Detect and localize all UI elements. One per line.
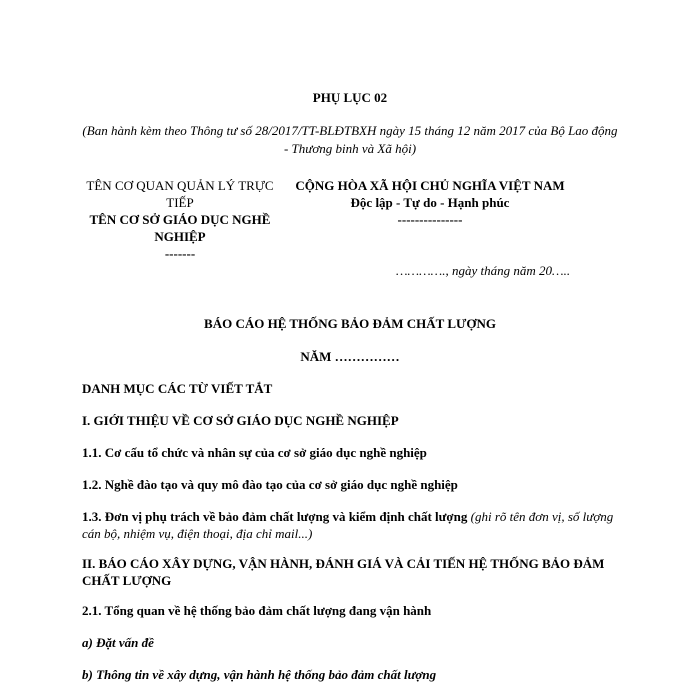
item-1-3 xyxy=(82,508,622,542)
country-name: CỘNG HÒA XÃ HỘI CHỦ NGHĨA VIỆT NAM xyxy=(295,178,565,193)
managing-agency-name: TÊN CƠ QUAN QUẢN LÝ TRỰC TIẾP xyxy=(86,178,274,210)
item-1-3-title: 1.3. Đơn vị phụ trách về bảo đảm chất lượng và kiểm định chất lượng xyxy=(82,509,468,524)
item-a: a) Đặt vấn đề xyxy=(82,635,154,650)
national-motto: Độc lập - Tự do - Hạnh phúc xyxy=(350,195,510,210)
abbreviations-heading: DANH MỤC CÁC TỪ VIẾT TẮT xyxy=(82,381,273,396)
item-1-3-note: (ghi rõ tên đơn vị, số lượng cán bộ, nhiệm vụ, điện thoại, địa chỉ mail...) xyxy=(82,509,614,541)
item-2-1: 2.1. Tổng quan về hệ thống bảo đảm chất lượng đang vận hành xyxy=(82,603,432,618)
issued-note: (Ban hành kèm theo Thông tư số 28/2017/TT-BLĐTBXH ngày 15 tháng 12 năm 2017 của Bộ Lao động - Thương binh và Xã hội) xyxy=(82,123,618,156)
appendix-title: PHỤ LỤC 02 xyxy=(312,90,388,105)
right-header xyxy=(270,177,590,228)
right-header-divider: --------------- xyxy=(397,212,463,227)
report-title: BÁO CÁO HỆ THỐNG BẢO ĐẢM CHẤT LƯỢNG xyxy=(204,316,496,331)
item-1-1: 1.1. Cơ cấu tổ chức và nhân sự của cơ sở giáo dục nghề nghiệp xyxy=(82,445,427,460)
report-year: NĂM …………… xyxy=(300,349,400,364)
left-header-divider: ------- xyxy=(164,246,196,261)
institution-name: TÊN CƠ SỞ GIÁO DỤC NGHỀ NGHIỆP xyxy=(89,212,271,244)
item-1-2: 1.2. Nghề đào tạo và quy mô đào tạo của cơ sở giáo dục nghề nghiệp xyxy=(82,477,458,492)
item-b: b) Thông tin về xây dựng, vận hành hệ thống bảo đảm chất lượng xyxy=(82,667,437,682)
section-2-heading: II. BÁO CÁO XÂY DỰNG, VẬN HÀNH, ĐÁNH GIÁ VÀ CẢI TIẾN HỆ THỐNG BẢO ĐẢM CHẤT LƯỢNG xyxy=(82,556,605,588)
date-line: …………., ngày tháng năm 20….. xyxy=(396,263,571,278)
left-header xyxy=(80,177,280,262)
section-1-heading: I. GIỚI THIỆU VỀ CƠ SỞ GIÁO DỤC NGHỀ NGHIỆP xyxy=(82,413,399,428)
